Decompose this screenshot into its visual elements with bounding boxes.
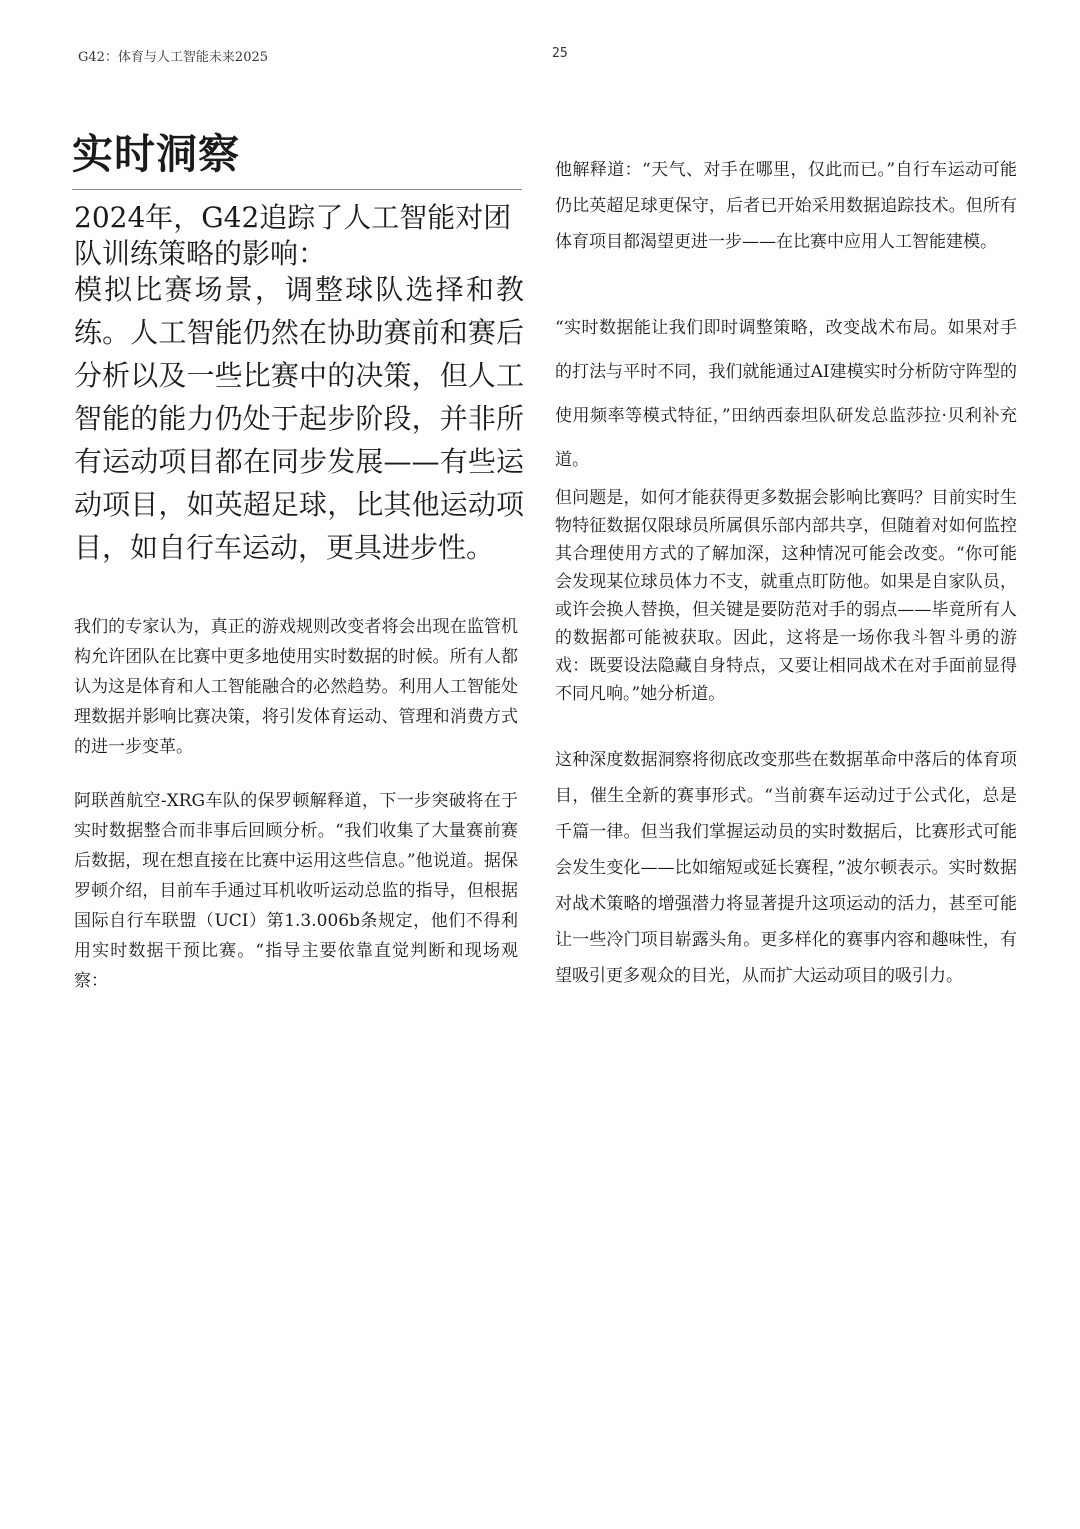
page-number: 25 xyxy=(552,46,568,61)
right-paragraph-2: “实时数据能让我们即时调整策略，改变战术布局。如果对手的打法与平时不同，我们就能通过AI建模实时分析防守阵型的使用频率等模式特征，”田纳西泰坦队研发总监莎拉·贝利补充道。 xyxy=(555,318,1017,470)
title-divider xyxy=(72,189,522,190)
right-paragraph-3: 但问题是，如何才能获得更多数据会影响比赛吗？目前实时生物特征数据仅限球员所属俱乐部内部共享，但随着对如何监控其合理使用方式的了解加深，这种情况可能会改变。“你可能会发现某位球员体力不支，就重点盯防他。如果是自家队员，或许会换人替换，但关键是要防范对手的弱点——毕竟所有人的数据都可能被获取。因此，这将是一场你我斗智斗勇的游戏：既要设法隐藏自身特点，又要让相同战术在对手面前显得不同凡响。”她分析道。 xyxy=(555,488,1017,704)
right-column-para-3-wrap xyxy=(555,484,1017,708)
left-paragraph-1: 我们的专家认为，真正的游戏规则改变者将会出现在监管机构允许团队在比赛中更多地使用实时数据的时候。所有人都认为这是体育和人工智能融合的必然趋势。利用人工智能处理数据并影响比赛决策，将引发体育运动、管理和消费方式的进一步变革。 xyxy=(74,617,518,757)
section-title: 实时洞察 xyxy=(72,130,240,178)
right-paragraph-4: 这种深度数据洞察将彻底改变那些在数据革命中落后的体育项目，催生全新的赛事形式。“当前赛车运动过于公式化，总是千篇一律。但当我们掌握运动员的实时数据后，比赛形式可能会发生变化——比如缩短或延长赛程，”波尔顿表示。实时数据对战术策略的增强潜力将显著提升这项运动的活力，甚至可能让一些冷门项目崭露头角。更多样化的赛事内容和趣味性，有望吸引更多观众的目光，从而扩大运动项目的吸引力。 xyxy=(555,750,1017,986)
left-paragraph-2: 阿联酋航空-XRG车队的保罗顿解释道，下一步突破将在于实时数据整合而非事后回顾分析。“我们收集了大量赛前赛后数据，现在想直接在比赛中运用这些信息。”他说道。据保罗顿介绍，目前车手通过耳机收听运动总监的指导，但根据国际自行车联盟（UCI）第1.3.006b条规定，他们不得利用实时数据干预比赛。“指导主要依靠直觉判断和现场观察： xyxy=(74,791,518,991)
lead-intro: 2024年，G42追踪了人工智能对团队训练策略的影响： xyxy=(74,201,512,270)
right-paragraph-1: 他解释道：“天气、对手在哪里，仅此而已。”自行车运动可能仍比英超足球更保守，后者已开始采用数据追踪技术。但所有体育项目都渴望更进一步——在比赛中应用人工智能建模。 xyxy=(555,160,1017,252)
running-header: G42：体育与人工智能未来2025 xyxy=(78,50,269,65)
right-column-para-2-wrap xyxy=(555,306,1017,482)
right-column-para-4-wrap xyxy=(555,742,1017,994)
left-column-para-2-wrap xyxy=(74,786,518,996)
lead-body: 模拟比赛场景，调整球队选择和教练。人工智能仍然在协助赛前和赛后分析以及一些比赛中的决策，但人工智能的能力仍处于起步阶段，并非所有运动项目都在同步发展——有些运动项目，如英超足球，比其他运动项目，如自行车运动，更具进步性。 xyxy=(74,273,524,564)
left-column-para-1-wrap xyxy=(74,612,518,762)
right-column-para-1-wrap xyxy=(555,152,1017,260)
